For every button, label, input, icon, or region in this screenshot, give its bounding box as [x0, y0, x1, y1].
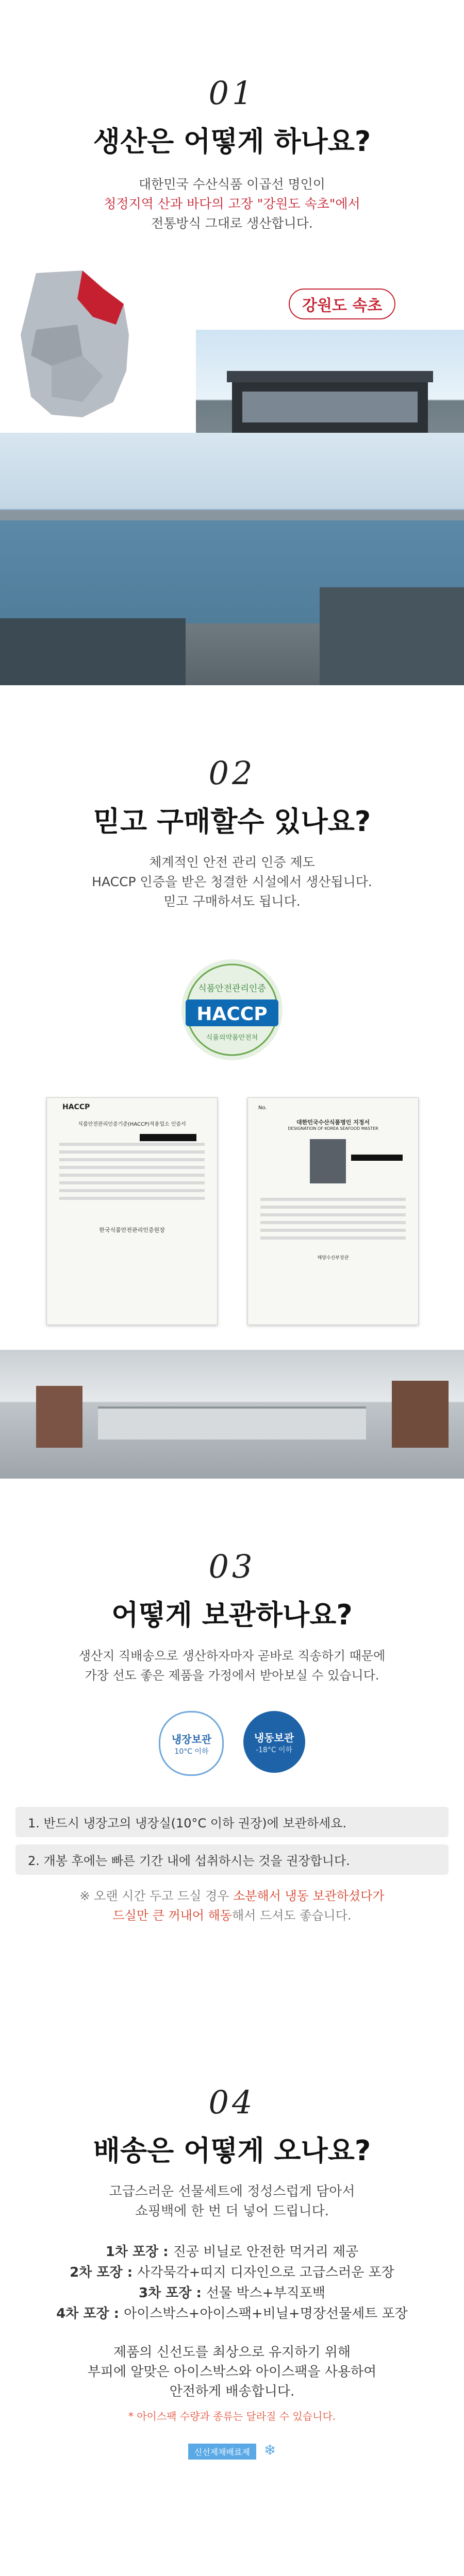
storage-info-1: 1. 반드시 냉장고의 냉장실(10°C 이하 권장)에 보관하세요. — [15, 1807, 449, 1837]
ice-label: 신선제채배료제 ❄ — [0, 2442, 464, 2460]
section-delivery — [0, 2076, 464, 2576]
portrait-photo — [310, 1139, 346, 1183]
snowflake-icon: ❄ — [263, 2442, 276, 2459]
section-trust — [0, 685, 464, 1479]
storage-icons — [0, 1711, 464, 1776]
storage-info-2: 2. 개봉 후에는 빠른 기간 내에 섭취하시는 것을 권장합니다. — [15, 1844, 449, 1875]
section-description: 생산지 직배송으로 생산하자마자 곧바로 직송하기 때문에 가장 선도 좋은 제품을 가정에서 받아보실 수 있습니다. — [78, 1649, 386, 1683]
redaction-bar — [351, 1155, 403, 1161]
section-description: 체계적인 안전 관리 인증 제도 HACCP 인증을 받은 청결한 시설에서 생산됩니다. 믿고 구매하셔도 됩니다. — [92, 855, 372, 909]
section-title: 배송은 어떻게 오나요? — [93, 2134, 371, 2167]
packaging-list: 1차 포장 : 진공 비닐로 안전한 먹거리 제공 2차 포장 : 사각묵각+띠지 디자인으로 고급스러운 포장 3차 포장 : 선물 박스+부직포백 4차 포장 : 아이스박스+아이스팩+비닐+명장선물세트 포장 — [56, 2244, 408, 2321]
section-description: 대한민국 수산식품 이곱선 명인이 청정지역 산과 바다의 고장 "강원도 속초"에서 전통방식 그대로 생산합니다. — [104, 177, 360, 231]
section-storage — [0, 1479, 464, 2076]
korea-map-illustration — [5, 268, 139, 422]
haccp-bottom-text: 식품의약품안전처 — [206, 1034, 258, 1042]
section-production — [0, 0, 464, 685]
location-badge: 강원도 속초 — [289, 289, 395, 319]
section-number: 03 — [208, 1548, 256, 1585]
icepack-note: * 아이스팩 수량과 종류는 달라질 수 있습니다. — [128, 2410, 336, 2422]
section-title: 믿고 구매할수 있나요? — [93, 805, 371, 838]
harbor-photo — [0, 433, 464, 685]
section-title: 생산은 어떻게 하나요? — [93, 125, 371, 158]
section-title: 어떻게 보관하나요? — [111, 1599, 353, 1631]
freshness-description: 제품의 신선도를 최상으로 유지하기 위해 부피에 알맞은 아이스박스와 아이스팩을 사용하여 안전하게 배송합니다. — [87, 2345, 377, 2399]
haccp-certificate-document: HACCP 식품안전관리인증기준(HACCP)적용업소 인증서 한국식품안전관리인증원장 — [46, 1097, 218, 1325]
freezer-icon: 냉동보관 -18°C 이하 — [243, 1711, 305, 1773]
factory-interior-photo — [0, 1350, 464, 1479]
seafood-master-certificate-document: No. 대한민국수산식품명인 지정서 DESIGNATION OF KOREA SEAFOOD MASTER 해양수산부장관 — [247, 1097, 419, 1325]
haccp-certification-badge — [175, 958, 289, 1061]
haccp-main-text: HACCP — [196, 1004, 268, 1025]
section-number: 04 — [208, 2083, 256, 2121]
section-number: 02 — [208, 754, 256, 792]
section-description: 고급스러운 선물세트에 정성스럽게 담아서 쇼핑백에 한 번 더 넣어 드립니다. — [109, 2184, 355, 2219]
section-number: 01 — [208, 74, 256, 112]
fridge-icon: 냉장보관 10°C 이하 — [159, 1711, 224, 1776]
storage-note: ※ 오랜 시간 두고 드실 경우 소분해서 냉동 보관하셨다가 드실만 큰 꺼내어 해동해서 드셔도 좋습니다. — [79, 1889, 385, 1923]
haccp-top-text: 식품안전관리인증 — [198, 984, 266, 994]
redaction-bar — [140, 1134, 196, 1141]
